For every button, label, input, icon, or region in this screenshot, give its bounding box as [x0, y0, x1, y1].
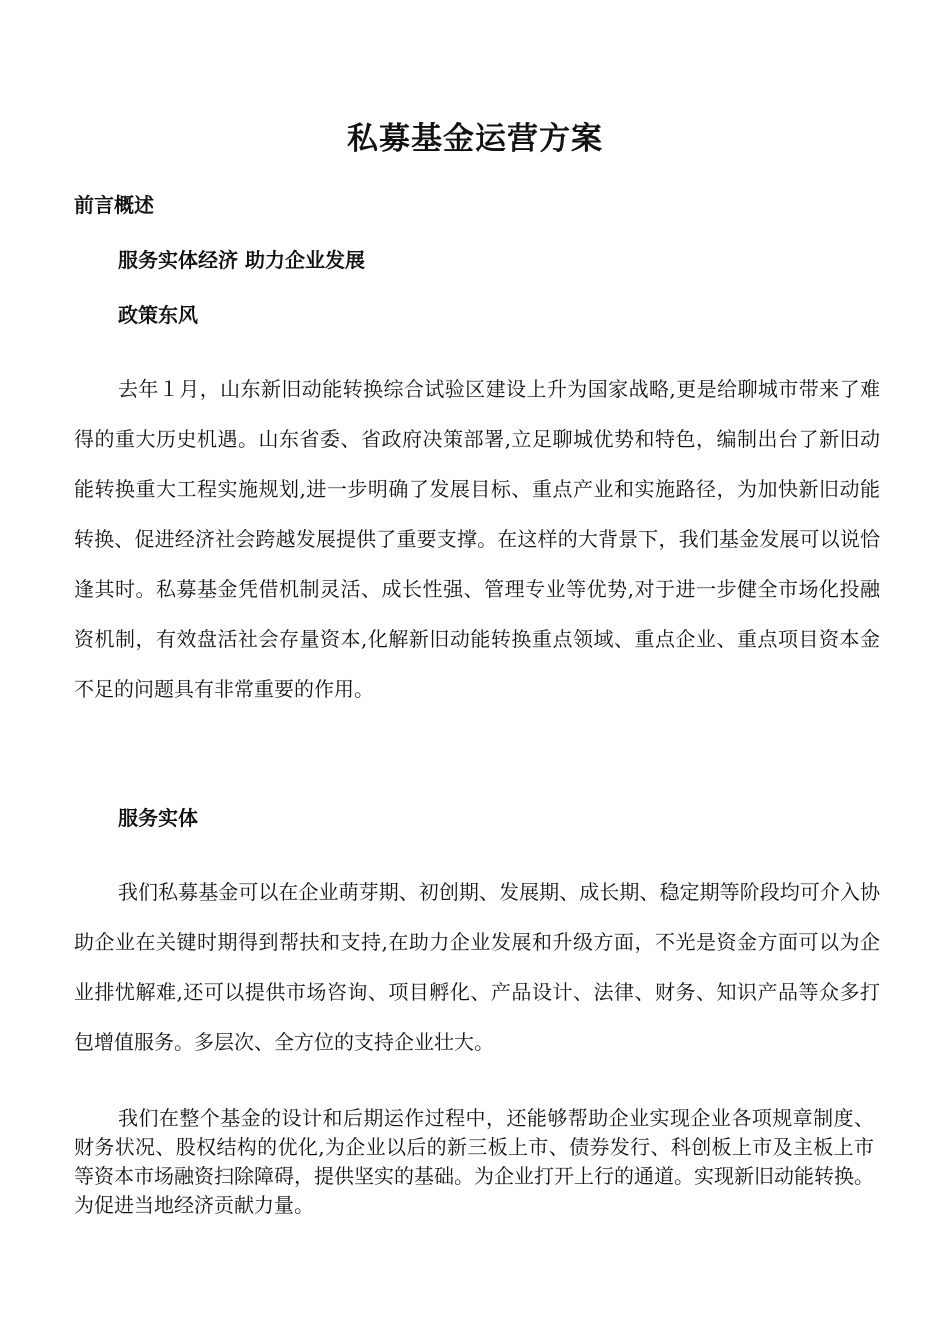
document-title: 私募基金运营方案 — [347, 121, 603, 157]
heading-service: 服务实体 — [118, 806, 198, 830]
paragraph-service-1: 我们私募基金可以在企业萌芽期、初创期、发展期、成长期、稳定期等阶段均可介入协助企业在关键时期得到帮扶和支持,在助力企业发展和升级方面，不光是资金方面可以为企业排忧解难,还可以提供市场咨询、项目孵化、产品设计、法律、财务、知识产品等众多打包增值服务。多层次、全方位的支持企业壮大。 — [74, 880, 880, 1054]
subtitle-heading: 服务实体经济 助力企业发展 — [118, 248, 365, 272]
heading-policy: 政策东风 — [118, 303, 198, 327]
paragraph-policy: 去年１月，山东新旧动能转换综合试验区建设上升为国家战略,更是给聊城市带来了难得的重大历史机遇。山东省委、省政府决策部署,立足聊城优势和特色，编制出台了新旧动能转换重大工程实施规划,进一步明确了发展目标、重点产业和实施路径，为加快新旧动能转换、促进经济社会跨越发展提供了重要支撑。在这样的大背景下，我们基金发展可以说恰逢其时。私募基金凭借机制灵活、成长性强、管理专业等优势,对于进一步健全市场化投融资机制，有效盘活社会存量资本,化解新旧动能转换重点领域、重点企业、重点项目资本金不足的问题具有非常重要的作用。 — [74, 377, 880, 701]
section-heading-preface: 前言概述 — [74, 193, 154, 217]
paragraph-service-2: 我们在整个基金的设计和后期运作过程中，还能够帮助企业实现企业各项规章制度、财务状况、股权结构的优化,为企业以后的新三板上市、债券发行、科创板上市及主板上市等资本市场融资扫除障碍，提供坚实的基础。为企业打开上行的通道。实现新旧动能转换。为促进当地经济贡献力量。 — [74, 1106, 874, 1217]
